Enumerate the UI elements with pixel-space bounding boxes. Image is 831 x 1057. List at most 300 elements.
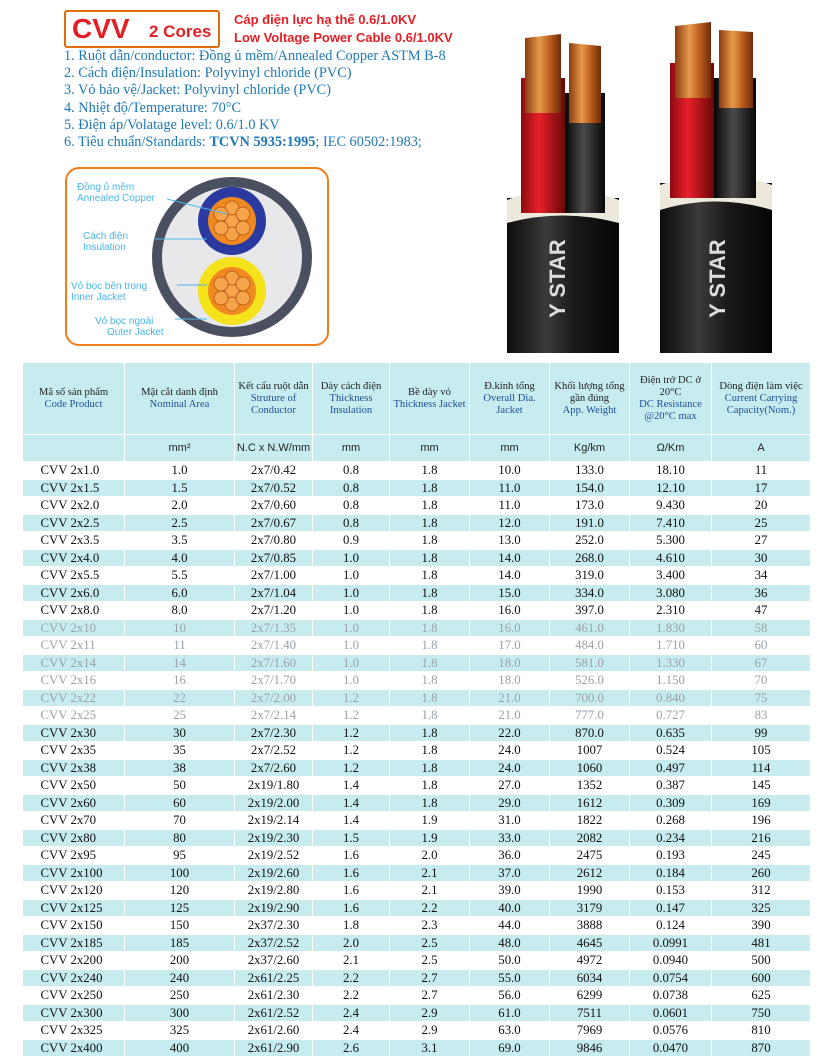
table-cell: 2x7/1.04 [235,584,313,602]
table-cell: 3888 [550,917,630,935]
table-cell: 0.8 [313,514,390,532]
table-cell: 4.610 [630,549,712,567]
table-cell: 2x19/2.90 [235,899,313,917]
table-cell: 40.0 [470,899,550,917]
spec-item-conductor: 1. Ruột dẫn/conductor: Đồng ủ mềm/Annealed Copper ASTM B-8 [64,48,446,64]
table-cell: 484.0 [550,637,630,655]
table-cell: 1.6 [313,899,390,917]
table-cell: 777.0 [550,707,630,725]
table-cell: 50 [125,777,235,795]
table-cell: 11 [712,462,811,480]
table-cell: 2.2 [313,987,390,1005]
table-cell: 2.5 [390,952,470,970]
table-cell: CVV 2x185 [23,934,125,952]
table-cell: 1.9 [390,829,470,847]
table-cell: 325 [712,899,811,917]
table-cell: 38 [125,759,235,777]
table-cell: 191.0 [550,514,630,532]
table-cell: 1.4 [313,777,390,795]
unit-cell: A [712,435,811,462]
table-cell: 11 [125,637,235,655]
table-cell: 1.8 [313,917,390,935]
table-cell: 2x7/1.70 [235,672,313,690]
table-cell: 2x61/2.52 [235,1004,313,1022]
table-cell: 1.150 [630,672,712,690]
table-row [23,777,811,795]
table-cell: 2x7/0.42 [235,462,313,480]
table-cell: 16 [125,672,235,690]
table-cell: 10 [125,619,235,637]
table-cell: 2x7/0.52 [235,479,313,497]
table-cell: 69.0 [470,1039,550,1057]
table-cell: 5.300 [630,532,712,550]
table-cell: 245 [712,847,811,865]
table-cell: 16.0 [470,602,550,620]
table-cell: 3.080 [630,584,712,602]
spec-item-jacket: 3. Vỏ bảo vệ/Jacket: Polyvinyl chloride (PVC) [64,82,331,99]
cores-label: 2 Cores [149,22,212,41]
table-row [23,917,811,935]
table-cell: CVV 2x400 [23,1039,125,1057]
table-cell: 1.0 [313,584,390,602]
unit-cell [23,435,125,462]
table-cell: 1.8 [390,619,470,637]
table-row [23,637,811,655]
table-cell: 1.2 [313,759,390,777]
table-cell: 1.8 [390,514,470,532]
label-annealed-copper: Đồng ủ mềm Annealed Copper [77,182,155,204]
table-cell: 461.0 [550,619,630,637]
table-cell: 2x61/2.60 [235,1022,313,1040]
table-cell: 200 [125,952,235,970]
table-row [23,1004,811,1022]
table-cell: 1.4 [313,794,390,812]
table-cell: 1.2 [313,689,390,707]
table-cell: 2x7/0.60 [235,497,313,515]
table-row [23,619,811,637]
unit-cell: N.C x N.W/mm [235,435,313,462]
table-cell: 2x7/2.60 [235,759,313,777]
table-cell: 2.7 [390,969,470,987]
table-cell: 16.0 [470,619,550,637]
table-cell: 0.147 [630,899,712,917]
table-cell: 260 [712,864,811,882]
table-cell: 2x61/2.30 [235,987,313,1005]
table-cell: 2.310 [630,602,712,620]
table-cell: 44.0 [470,917,550,935]
table-cell: 0.635 [630,724,712,742]
table-cell: 145 [712,777,811,795]
table-cell: 120 [125,882,235,900]
table-row [23,672,811,690]
table-row [23,549,811,567]
table-cell: 37.0 [470,864,550,882]
table-cell: 1.5 [313,829,390,847]
table-row [23,969,811,987]
table-cell: 0.524 [630,742,712,760]
table-cell: 36.0 [470,847,550,865]
table-row [23,864,811,882]
table-row [23,742,811,760]
table-cell: 3.5 [125,532,235,550]
table-cell: 2.5 [390,934,470,952]
table-cell: 1.8 [390,462,470,480]
table-cell: 50.0 [470,952,550,970]
table-cell: 7969 [550,1022,630,1040]
col-header-jacket: Bề dày vỏ Thickness Jacket [390,363,470,435]
table-cell: 581.0 [550,654,630,672]
table-cell: 0.9 [313,532,390,550]
table-cell: 83 [712,707,811,725]
spec-item-voltage: 5. Điện áp/Volatage level: 0.6/1.0 KV [64,116,280,133]
table-cell: 48.0 [470,934,550,952]
table-cell: 0.0738 [630,987,712,1005]
table-cell: 2x19/2.52 [235,847,313,865]
label-outer-jacket: Vỏ bọc ngoài Outer Jacket [95,316,164,338]
table-cell: 6299 [550,987,630,1005]
table-cell: 1.8 [390,602,470,620]
table-cell: 2.0 [125,497,235,515]
table-cell: 810 [712,1022,811,1040]
table-cell: 600 [712,969,811,987]
table-cell: 1.8 [390,479,470,497]
table-cell: 0.497 [630,759,712,777]
table-cell: 185 [125,934,235,952]
table-cell: 21.0 [470,689,550,707]
table-cell: 33.0 [470,829,550,847]
table-cell: 1.8 [390,672,470,690]
table-cell: 500 [712,952,811,970]
table-cell: 5.5 [125,567,235,585]
table-cell: 1.8 [390,707,470,725]
table-cell: 21.0 [470,707,550,725]
table-cell: 0.0470 [630,1039,712,1057]
label-insulation: Cách điện Insulation [83,231,129,253]
table-cell: 154.0 [550,479,630,497]
table-cell: 0.0754 [630,969,712,987]
table-cell: 2.1 [313,952,390,970]
table-cell: 24.0 [470,759,550,777]
table-cell: CVV 2x16 [23,672,125,690]
table-cell: CVV 2x2.5 [23,514,125,532]
table-cell: 55.0 [470,969,550,987]
table-cell: 12.0 [470,514,550,532]
table-cell: 2.7 [390,987,470,1005]
table-cell: 2082 [550,829,630,847]
table-cell: 2x19/2.14 [235,812,313,830]
table-cell: 2.0 [390,847,470,865]
table-cell: CVV 2x60 [23,794,125,812]
table-cell: 60 [712,637,811,655]
table-cell: 0.727 [630,707,712,725]
table-cell: 125 [125,899,235,917]
col-header-code: Mã số sản phẩm Code Product [23,363,125,435]
unit-cell: mm [470,435,550,462]
table-cell: 2475 [550,847,630,865]
table-cell: 63.0 [470,1022,550,1040]
table-cell: 35 [125,742,235,760]
table-cell: 1.8 [390,567,470,585]
table-cell: 1.2 [313,724,390,742]
cable-print-text: Y STAR [705,239,730,318]
table-cell: 1.4 [313,812,390,830]
table-cell: CVV 2x95 [23,847,125,865]
col-header-resistance: Điện trở DC ở 20°C DC Resistance @20°C max [630,363,712,435]
table-cell: 334.0 [550,584,630,602]
table-row [23,1039,811,1057]
table-cell: 390 [712,917,811,935]
table-cell: 1.8 [390,759,470,777]
table-cell: 268.0 [550,549,630,567]
table-cell: 2.6 [313,1039,390,1057]
table-cell: 0.0576 [630,1022,712,1040]
subtitle-vietnamese: Cáp điện lực hạ thế 0.6/1.0KV [234,12,417,27]
table-body [23,462,811,1057]
table-row [23,759,811,777]
table-cell: 27.0 [470,777,550,795]
table-cell: 0.8 [313,497,390,515]
table-cell: CVV 2x2.0 [23,497,125,515]
table-row [23,567,811,585]
table-cell: 0.840 [630,689,712,707]
table-cell: CVV 2x120 [23,882,125,900]
table-cell: 4972 [550,952,630,970]
table-cell: CVV 2x22 [23,689,125,707]
table-cell: 0.184 [630,864,712,882]
table-row [23,899,811,917]
table-row [23,1022,811,1040]
table-cell: 2x7/0.67 [235,514,313,532]
table-cell: 319.0 [550,567,630,585]
table-cell: 30 [125,724,235,742]
cable-left [507,34,619,353]
table-row [23,654,811,672]
table-cell: CVV 2x14 [23,654,125,672]
table-cell: 1.6 [313,847,390,865]
table-cell: 47 [712,602,811,620]
table-cell: 1.8 [390,532,470,550]
table-cell: 56.0 [470,987,550,1005]
table-cell: 2.5 [125,514,235,532]
table-cell: CVV 2x4.0 [23,549,125,567]
table-cell: 7.410 [630,514,712,532]
table-cell: 2.2 [313,969,390,987]
table-cell: 3.1 [390,1039,470,1057]
table-cell: 1.830 [630,619,712,637]
table-cell: CVV 2x10 [23,619,125,637]
table-cell: CVV 2x1.0 [23,462,125,480]
col-header-current: Dòng điện làm việc Current Carrying Capacity(Nom.) [712,363,811,435]
table-cell: 25 [712,514,811,532]
table-cell: 2x19/2.00 [235,794,313,812]
table-cell: 15.0 [470,584,550,602]
table-cell: 1.8 [390,497,470,515]
table-cell: 1.8 [390,637,470,655]
table-cell: 173.0 [550,497,630,515]
table-cell: 2x7/2.14 [235,707,313,725]
table-row [23,812,811,830]
table-cell: 240 [125,969,235,987]
table-cell: 24.0 [470,742,550,760]
table-cell: 2.1 [390,864,470,882]
unit-cell: mm [313,435,390,462]
table-row [23,829,811,847]
table-cell: 2x61/2.25 [235,969,313,987]
table-cell: 1.8 [390,724,470,742]
table-cell: CVV 2x35 [23,742,125,760]
table-cell: 1352 [550,777,630,795]
table-cell: CVV 2x6.0 [23,584,125,602]
table-cell: 2.1 [390,882,470,900]
table-cell: 18.10 [630,462,712,480]
table-cell: 34 [712,567,811,585]
table-cell: CVV 2x25 [23,707,125,725]
table-cell: 1.2 [313,707,390,725]
table-cell: 2.9 [390,1004,470,1022]
label-inner-jacket: Vỏ bọc bên trong Inner Jacket [71,281,148,303]
cable-print-text: Y STAR [545,239,570,318]
table-row [23,462,811,480]
table-cell: 1.8 [390,794,470,812]
table-cell: 2x7/1.00 [235,567,313,585]
unit-cell: mm [390,435,470,462]
table-cell: CVV 2x240 [23,969,125,987]
table-cell: 2x7/1.40 [235,637,313,655]
table-cell: 99 [712,724,811,742]
table-cell: 25 [125,707,235,725]
table-cell: 1.8 [390,777,470,795]
table-cell: 133.0 [550,462,630,480]
table-cell: 325 [125,1022,235,1040]
product-title-box [64,10,220,48]
table-cell: 0.0601 [630,1004,712,1022]
table-cell: 2x19/2.80 [235,882,313,900]
table-cell: 1.8 [390,549,470,567]
table-header-row [23,363,811,435]
table-cell: 1.8 [390,742,470,760]
table-row [23,689,811,707]
table-row [23,532,811,550]
table-cell: 870 [712,1039,811,1057]
table-cell: 4.0 [125,549,235,567]
table-cell: CVV 2x11 [23,637,125,655]
table-cell: 2x19/1.80 [235,777,313,795]
table-cell: 2.4 [313,1004,390,1022]
table-cell: 1.0 [313,672,390,690]
table-cell: 7511 [550,1004,630,1022]
table-cell: 0.0940 [630,952,712,970]
table-cell: 67 [712,654,811,672]
table-cell: 3179 [550,899,630,917]
table-cell: 2x7/1.20 [235,602,313,620]
table-cell: 1.0 [313,567,390,585]
table-cell: 2x7/1.35 [235,619,313,637]
table-row [23,934,811,952]
table-cell: 3.400 [630,567,712,585]
table-cell: 2.9 [390,1022,470,1040]
table-cell: 14.0 [470,567,550,585]
table-cell: 300 [125,1004,235,1022]
table-cell: 1.0 [313,637,390,655]
table-cell: 526.0 [550,672,630,690]
table-units-row [23,435,811,462]
table-cell: 1.6 [313,882,390,900]
table-cell: 1.0 [313,602,390,620]
table-cell: 870.0 [550,724,630,742]
unit-cell: mm² [125,435,235,462]
table-cell: 1.2 [313,742,390,760]
table-cell: 105 [712,742,811,760]
specification-table [22,362,811,1057]
table-row [23,584,811,602]
col-header-nominal-area: Mặt cắt danh định Nominal Area [125,363,235,435]
table-cell: 22.0 [470,724,550,742]
table-cell: 2.3 [390,917,470,935]
table-cell: 9846 [550,1039,630,1057]
table-cell: 22 [125,689,235,707]
table-cell: CVV 2x300 [23,1004,125,1022]
table-cell: 2.2 [390,899,470,917]
table-cell: 1.8 [390,584,470,602]
table-cell: 11.0 [470,497,550,515]
table-cell: 6.0 [125,584,235,602]
table-cell: 1.9 [390,812,470,830]
table-cell: CVV 2x30 [23,724,125,742]
table-cell: 0.8 [313,479,390,497]
table-cell: 100 [125,864,235,882]
table-cell: 1060 [550,759,630,777]
table-cell: 29.0 [470,794,550,812]
cross-section-diagram [65,167,329,346]
table-row [23,882,811,900]
table-cell: 11.0 [470,479,550,497]
table-cell: 196 [712,812,811,830]
spec-item-insulation: 2. Cách điện/Insulation: Polyvinyl chloride (PVC) [64,65,352,82]
table-cell: 750 [712,1004,811,1022]
table-cell: CVV 2x38 [23,759,125,777]
col-header-structure: Kết cấu ruột dẫn Struture of Conductor [235,363,313,435]
table-cell: 216 [712,829,811,847]
table-cell: 60 [125,794,235,812]
table-cell: CVV 2x100 [23,864,125,882]
table-row [23,724,811,742]
unit-cell: Ω/Km [630,435,712,462]
table-cell: 1822 [550,812,630,830]
table-cell: 2x37/2.52 [235,934,313,952]
table-cell: 31.0 [470,812,550,830]
table-cell: 18.0 [470,654,550,672]
table-cell: 70 [125,812,235,830]
table-cell: 400 [125,1039,235,1057]
product-code-title: CVV [72,13,130,44]
table-cell: 2x7/0.85 [235,549,313,567]
table-cell: 0.387 [630,777,712,795]
table-cell: 1.330 [630,654,712,672]
table-cell: 8.0 [125,602,235,620]
table-cell: 18.0 [470,672,550,690]
table-cell: 625 [712,987,811,1005]
table-cell: 250 [125,987,235,1005]
table-cell: 2x7/2.52 [235,742,313,760]
table-cell: CVV 2x150 [23,917,125,935]
table-cell: 14.0 [470,549,550,567]
table-cell: 2612 [550,864,630,882]
table-cell: 2x19/2.30 [235,829,313,847]
table-cell: 2x37/2.60 [235,952,313,970]
table-cell: 75 [712,689,811,707]
table-cell: CVV 2x80 [23,829,125,847]
table-cell: 1007 [550,742,630,760]
